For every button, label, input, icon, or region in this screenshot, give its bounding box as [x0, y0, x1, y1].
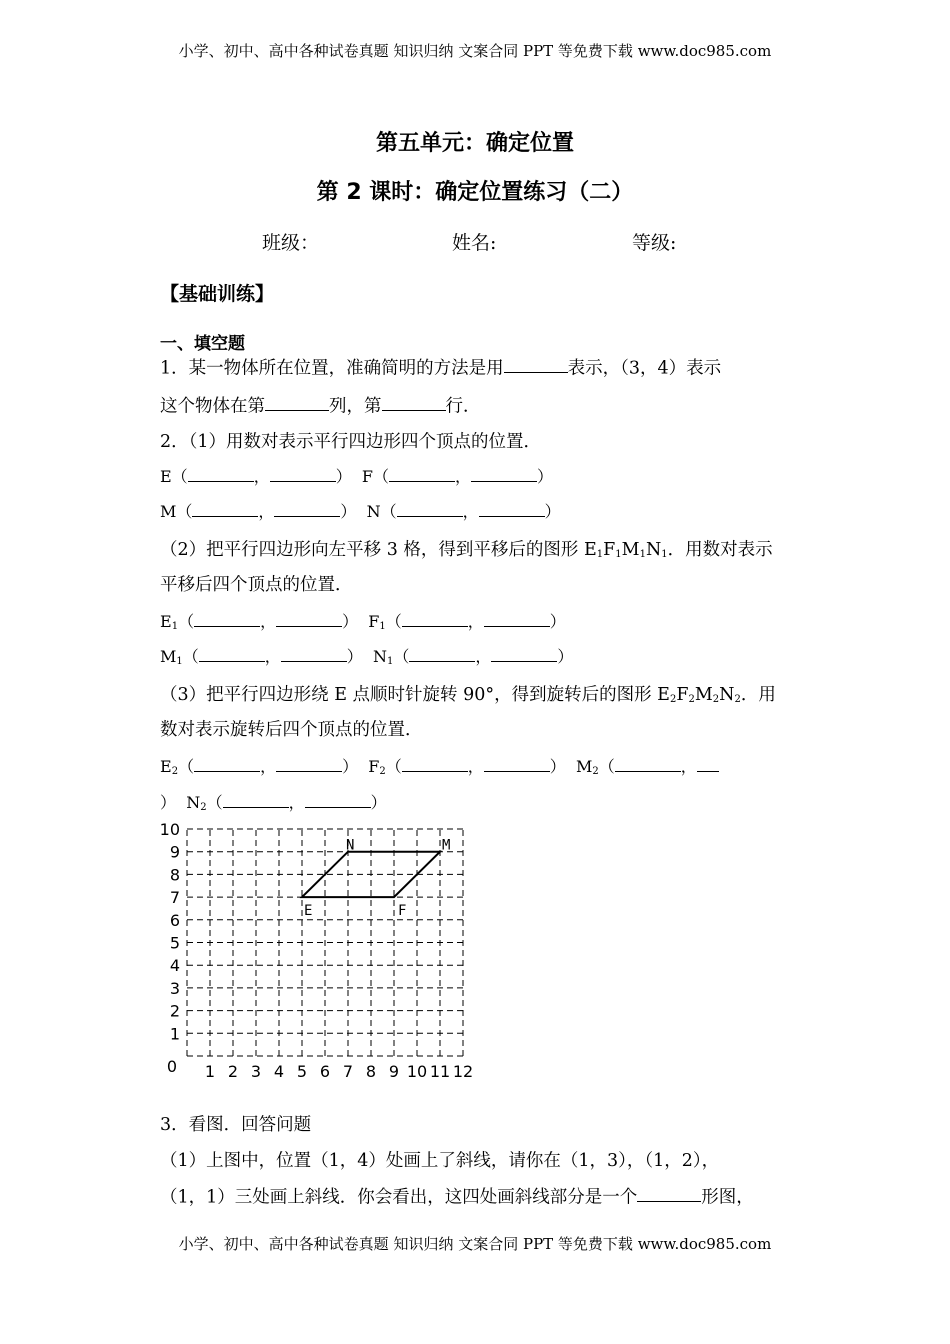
paren: ）	[335, 467, 352, 486]
paren: ）	[557, 647, 574, 666]
q2-part2-line1: （2）把平行四边形向左平移 3 格，得到平移后的图形 $E_1F_1M_1N_1$．用数对表示	[160, 540, 773, 560]
paren: ）	[549, 757, 566, 776]
subscript: 1	[386, 656, 394, 667]
answer-blank[interactable]	[484, 609, 550, 627]
q1-text-a: 1．某一物体所在位置，准确简明的方法是用	[160, 358, 504, 379]
lesson-title: 第 2 课时：确定位置练习（二）	[316, 180, 634, 205]
label-N: N（	[366, 502, 397, 521]
subscript: 2	[379, 766, 386, 777]
q2-row-EF	[160, 464, 553, 487]
q2-row-N2: ） $N_2$（ ， ）	[160, 790, 387, 813]
section-heading: 【基础训练】	[160, 283, 275, 305]
answer-blank[interactable]	[471, 464, 537, 482]
answer-blank[interactable]	[402, 609, 468, 627]
x-tick-label: 9	[388, 1062, 400, 1081]
answer-blank[interactable]	[270, 464, 336, 482]
subscript: 1	[661, 549, 668, 560]
y-tick-label: 0	[166, 1057, 177, 1076]
x-tick-label: 5	[296, 1062, 308, 1081]
answer-blank[interactable]	[194, 609, 260, 627]
answer-blank[interactable]	[637, 1183, 701, 1202]
answer-blank[interactable]	[484, 754, 550, 772]
q1-line2	[160, 392, 481, 417]
paren: ）	[544, 502, 561, 521]
y-tick-label: 2	[169, 1001, 180, 1021]
answer-blank[interactable]	[504, 354, 568, 373]
answer-blank[interactable]	[615, 754, 681, 772]
y-tick-label: 8	[169, 865, 180, 885]
answer-blank[interactable]	[697, 754, 719, 772]
q1-text-e: 行．	[445, 396, 481, 417]
answer-blank[interactable]	[397, 499, 463, 517]
x-tick-label: 7	[342, 1062, 354, 1081]
subscript: 2	[712, 694, 720, 705]
page-footer: 小学、初中、高中各种试卷真题 知识归纳 文案合同 PPT 等免费下载 www.doc985.com	[178, 1235, 772, 1253]
q3-line2	[160, 1183, 754, 1208]
subscript: 1	[379, 621, 386, 632]
answer-blank[interactable]	[199, 644, 265, 662]
q2-row-E1F1: $E_1$（ ， ） $F_1$（ ， ）	[160, 609, 566, 632]
answer-blank[interactable]	[281, 644, 347, 662]
q2-row-E2F2M2: $E_2$（ ， ） $F_2$（ ， ） $M_2$（ ，	[160, 754, 719, 777]
q2-row-MN	[160, 499, 561, 522]
q2-p2-text: （2）把平行四边形向左平移 3 格，得到平移后的图形 E	[160, 540, 597, 560]
paren: ）	[537, 467, 554, 486]
paren: ）	[160, 793, 177, 812]
answer-blank[interactable]	[192, 499, 258, 517]
answer-blank[interactable]	[223, 790, 289, 808]
answer-blank[interactable]	[276, 754, 342, 772]
comma: ，	[260, 612, 277, 631]
unit-title: 第五单元：确定位置	[375, 131, 574, 156]
comma: ，	[264, 647, 281, 666]
paren: ）	[342, 612, 359, 631]
vertex-label-F: F	[398, 903, 407, 920]
label-M: M（	[160, 502, 193, 521]
answer-blank[interactable]	[479, 499, 545, 517]
subscript: 2	[688, 694, 695, 705]
q2-p3-text: （3）把平行四边形绕 E 点顺时针旋转 90°，得到旋转后的图形 E	[160, 685, 670, 705]
answer-blank[interactable]	[276, 609, 342, 627]
answer-blank[interactable]	[188, 464, 254, 482]
x-tick-label: 12	[452, 1062, 474, 1081]
comma: ，	[253, 467, 270, 486]
vertex-label-M: M	[442, 837, 451, 854]
q2-part3-line1: （3）把平行四边形绕 E 点顺时针旋转 90°，得到旋转后的图形 $E_2F_2M_2N_2$．用	[160, 685, 776, 705]
page-header: 小学、初中、高中各种试卷真题 知识归纳 文案合同 PPT 等免费下载 www.doc985.com	[178, 42, 772, 60]
y-tick-label: 10	[159, 820, 180, 839]
comma: ，	[455, 467, 472, 486]
q1-text-c: 这个物体在第	[160, 396, 265, 417]
comma: ，	[475, 647, 492, 666]
comma: ，	[680, 757, 697, 776]
parallelogram-shape	[302, 838, 450, 919]
paren: ）	[549, 612, 566, 631]
q1-text-d: 列，第	[329, 396, 382, 417]
paren: ）	[370, 793, 387, 812]
paren: ）	[342, 757, 359, 776]
answer-blank[interactable]	[402, 754, 468, 772]
comma: ，	[260, 757, 277, 776]
label-E: E（	[160, 467, 188, 486]
answer-blank[interactable]	[491, 644, 557, 662]
q1-text-b: 表示，（3，4）表示	[567, 358, 722, 379]
part-heading: 一、填空题	[160, 334, 245, 354]
y-tick-label: 7	[169, 888, 180, 908]
answer-blank[interactable]	[382, 392, 446, 411]
subscript: 2	[171, 766, 179, 777]
q3-text-b: 形图，	[701, 1187, 754, 1208]
x-tick-label: 6	[319, 1062, 331, 1081]
grid-ticks	[160, 820, 474, 1081]
comma: ，	[258, 502, 275, 521]
y-tick-label: 5	[169, 933, 180, 953]
vertex-label-N: N	[346, 837, 355, 854]
answer-blank[interactable]	[305, 790, 371, 808]
y-tick-label: 3	[169, 978, 180, 998]
answer-blank[interactable]	[265, 392, 329, 411]
subscript: 1	[176, 656, 183, 667]
q3-line1: （1）上图中，位置（1，4）处画上了斜线，请你在（1，3），（1，2），	[160, 1151, 720, 1171]
subscript: 1	[596, 549, 604, 560]
x-tick-label: 1	[204, 1062, 216, 1081]
q2-intro: 2．（1）用数对表示平行四边形四个顶点的位置．	[160, 432, 542, 452]
y-tick-label: 4	[169, 956, 180, 976]
subscript: 2	[592, 766, 599, 777]
subscript: 1	[615, 549, 622, 560]
comma: ，	[467, 757, 484, 776]
x-tick-label: 3	[250, 1062, 262, 1081]
subscript: 1	[171, 621, 179, 632]
paren: ）	[340, 502, 357, 521]
q3-intro: 3．看图．回答问题	[160, 1115, 312, 1135]
x-tick-label: 2	[227, 1062, 239, 1081]
answer-blank[interactable]	[409, 644, 475, 662]
subscript: 2	[200, 802, 207, 813]
q3-text-a: （1，1）三处画上斜线．你会看出，这四处画斜线部分是一个	[160, 1187, 638, 1208]
label-F: F（	[361, 467, 389, 486]
answer-blank[interactable]	[194, 754, 260, 772]
y-tick-label: 9	[169, 842, 180, 862]
y-tick-label: 1	[169, 1024, 180, 1044]
y-tick-label: 6	[169, 910, 180, 930]
x-tick-label: 8	[365, 1062, 377, 1081]
subscript: 1	[639, 549, 646, 560]
answer-blank[interactable]	[274, 499, 340, 517]
name-label: 姓名:	[452, 232, 497, 254]
comma: ，	[467, 612, 484, 631]
paren: ）	[346, 647, 363, 666]
x-tick-label: 4	[273, 1062, 285, 1081]
subscript: 2	[734, 694, 741, 705]
q2-part3-line2: 数对表示旋转后四个顶点的位置．	[160, 720, 423, 740]
grade-label: 等级:	[632, 232, 677, 254]
x-tick-label: 11	[429, 1062, 451, 1081]
class-label: 班级：	[262, 232, 320, 254]
comma: ，	[288, 793, 305, 812]
grid-lines	[187, 829, 463, 1056]
x-tick-label: 10	[406, 1062, 428, 1081]
q1-line1	[160, 354, 721, 379]
comma: ，	[462, 502, 479, 521]
subscript: 2	[669, 694, 677, 705]
q2-row-M1N1: $M_1$（ ， ） $N_1$（ ， ）	[160, 644, 573, 667]
vertex-label-E: E	[304, 903, 313, 920]
answer-blank[interactable]	[389, 464, 455, 482]
q2-p2-text-b: ．用数对表示	[667, 540, 773, 560]
q2-p3-text-b: ．用	[740, 685, 776, 705]
q2-part2-line2: 平移后四个顶点的位置．	[160, 575, 353, 595]
coordinate-grid	[150, 820, 490, 1085]
